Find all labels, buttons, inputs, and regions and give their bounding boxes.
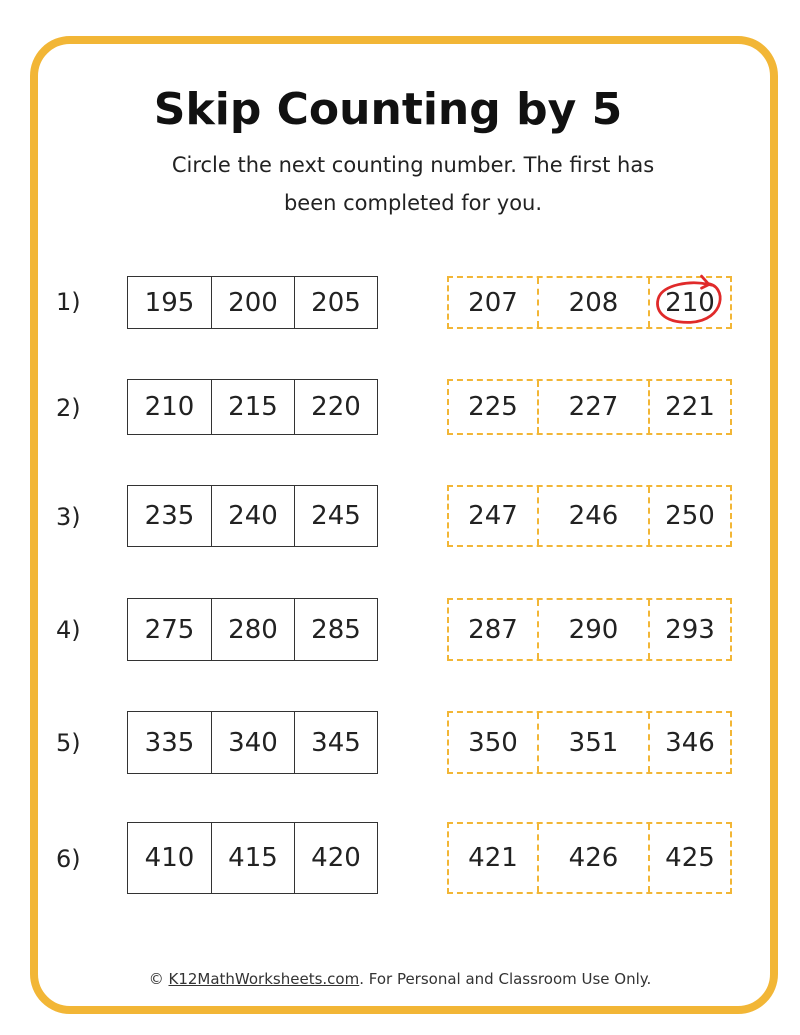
footer — [0, 970, 800, 988]
answer-option[interactable]: 287 — [468, 614, 518, 645]
sequence-number: 220 — [294, 380, 377, 434]
answer-option[interactable]: 250 — [648, 487, 730, 545]
usage-note: . For Personal and Classroom Use Only. — [359, 970, 652, 988]
answer-option[interactable]: 425 — [648, 824, 730, 892]
problem-number: 4) — [56, 616, 81, 644]
answer-option[interactable]: 225 — [468, 392, 518, 422]
answer-option[interactable]: 350 — [468, 727, 518, 758]
answer-option[interactable]: 208 — [537, 278, 648, 327]
sequence-number: 285 — [294, 599, 377, 660]
sequence-number: 420 — [294, 823, 377, 893]
answer-option[interactable]: 221 — [648, 381, 730, 433]
worksheet-title: Skip Counting by 5 — [153, 84, 623, 135]
answer-options — [447, 598, 732, 661]
answer-options — [447, 711, 732, 774]
answer-options — [447, 276, 732, 329]
sequence-box — [127, 276, 378, 329]
sequence-number: 210 — [144, 392, 195, 422]
problem-number: 1) — [56, 288, 81, 316]
copyright-symbol: © — [148, 970, 169, 988]
answer-options — [447, 485, 732, 547]
problem-number: 2) — [56, 394, 81, 422]
answer-options — [447, 822, 732, 894]
sequence-number: 415 — [211, 823, 294, 893]
sequence-box — [127, 379, 378, 435]
instructions-line-1: Circle the next counting number. The first has — [171, 153, 655, 177]
sequence-number: 275 — [144, 614, 195, 645]
sequence-number: 240 — [211, 486, 294, 546]
sequence-number: 280 — [211, 599, 294, 660]
answer-option[interactable]: 227 — [537, 381, 648, 433]
sequence-number: 340 — [211, 712, 294, 773]
instructions — [0, 146, 800, 222]
problem-number: 5) — [56, 729, 81, 757]
answer-option[interactable]: 246 — [537, 487, 648, 545]
site-link[interactable]: K12MathWorksheets.com — [168, 970, 360, 988]
sequence-number: 345 — [294, 712, 377, 773]
problem-number: 6) — [56, 845, 81, 873]
answer-option-value: 210 — [665, 287, 715, 318]
instructions-line-2: been completed for you. — [283, 191, 543, 215]
sequence-number: 205 — [294, 277, 377, 328]
answer-option[interactable]: 293 — [648, 600, 730, 659]
answer-option[interactable]: 207 — [468, 287, 518, 318]
sequence-number: 215 — [211, 380, 294, 434]
sequence-box — [127, 598, 378, 661]
sequence-number: 245 — [294, 486, 377, 546]
answer-option-circled[interactable] — [648, 278, 730, 327]
problem-number: 3) — [56, 503, 81, 531]
sequence-box — [127, 485, 378, 547]
answer-option[interactable]: 426 — [537, 824, 648, 892]
sequence-number: 200 — [211, 277, 294, 328]
answer-option[interactable]: 421 — [468, 843, 518, 873]
answer-options — [447, 379, 732, 435]
answer-option[interactable]: 290 — [537, 600, 648, 659]
sequence-number: 335 — [144, 727, 195, 758]
answer-option[interactable]: 346 — [648, 713, 730, 772]
sequence-number: 410 — [144, 843, 195, 873]
sequence-number: 235 — [144, 501, 195, 531]
sequence-box — [127, 822, 378, 894]
answer-option[interactable]: 247 — [468, 501, 518, 531]
sequence-number: 195 — [144, 287, 195, 318]
sequence-box — [127, 711, 378, 774]
answer-option[interactable]: 351 — [537, 713, 648, 772]
